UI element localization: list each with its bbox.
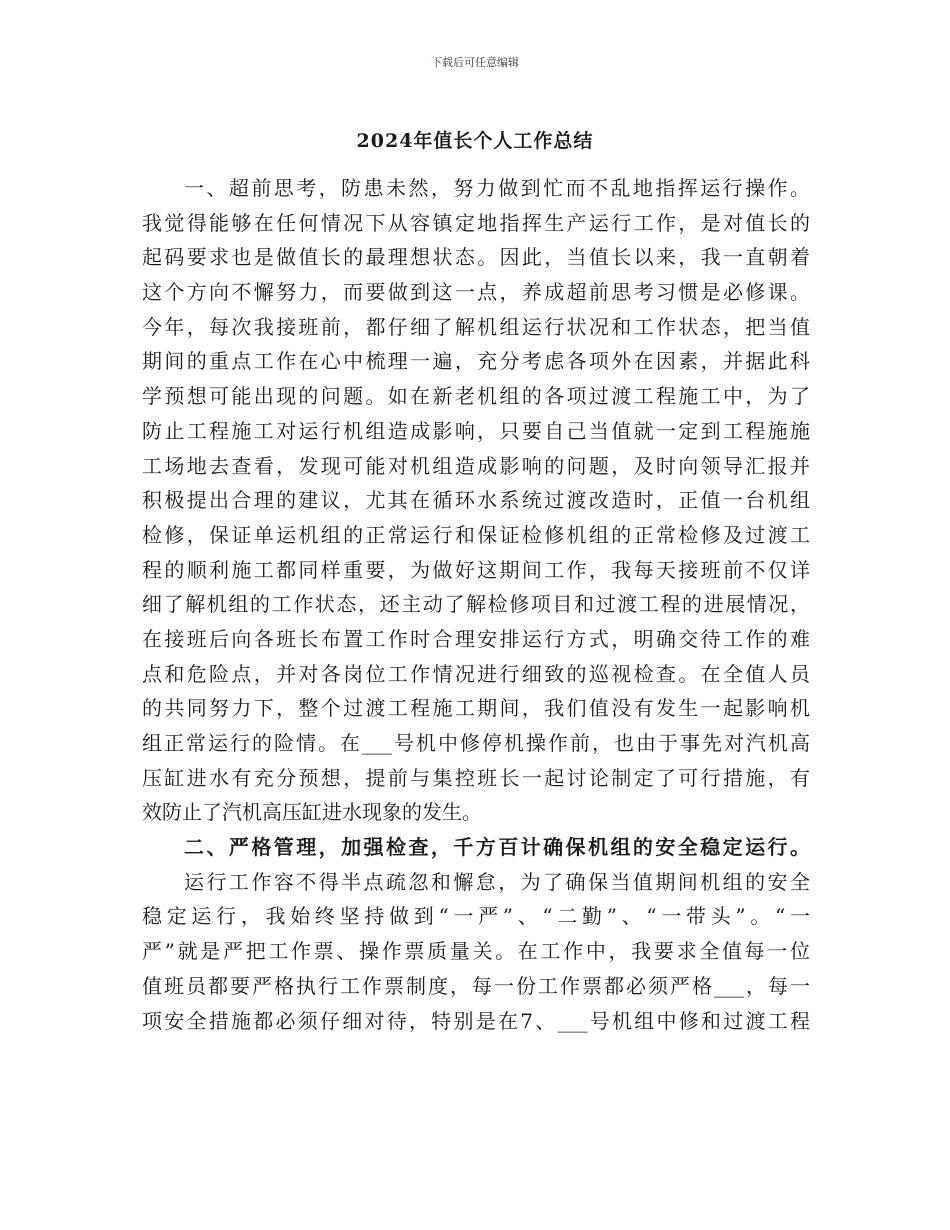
paragraph-line: 运行工作容不得半点疏忽和懈怠，为了确保当值期间机组的安全 (184, 869, 810, 894)
paragraph-line: 起码要求也是做值长的最理想状态。因此，当值长以来，我一直朝着 (142, 245, 810, 270)
paragraph-line: 压缸进水有充分预想，提前与集控班长一起讨论制定了可行措施，有 (142, 765, 810, 790)
paragraph-line: 值班员都要严格执行工作票制度，每一份工作票都必须严格___，每一 (142, 973, 810, 998)
paragraph-line: 学预想可能出现的问题。如在新老机组的各项过渡工程施工中，为了 (142, 384, 810, 409)
paragraph-line: 组正常运行的险情。在___号机中修停机操作前，也由于事先对汽机高 (142, 731, 810, 755)
paragraph-line: 今年，每次我接班前，都仔细了解机组运行状况和工作状态，把当值 (142, 314, 810, 339)
paragraph-line: 程的顺利施工都同样重要，为做好这期间工作，我每天接班前不仅详 (142, 557, 810, 582)
document-title: 2024年值长个人工作总结 (356, 130, 594, 152)
paragraph-line: 防止工程施工对运行机组造成影响，只要自己当值就一定到工程施施 (142, 418, 810, 443)
paragraph-line: 检修，保证单运机组的正常运行和保证检修机组的正常检修及过渡工 (142, 522, 810, 547)
paragraph-line: 效防止了汽机高压缸进水现象的发生。 (142, 800, 482, 825)
header-note: 下载后可任意编辑 (431, 56, 519, 69)
paragraph-line: 严”就是严把工作票、操作票质量关。在工作中，我要求全值每一位 (142, 939, 810, 964)
paragraph-line: 在接班后向各班长布置工作时合理安排运行方式，明确交待工作的难 (142, 626, 810, 651)
paragraph-line: 的共同努力下，整个过渡工程施工期间，我们值没有发生一起影响机 (142, 696, 810, 721)
paragraph-line: 一、超前思考，防患未然，努力做到忙而不乱地指挥运行操作。 (184, 176, 810, 200)
paragraph-line: 稳定运行，我始终坚持做到“一严”、“二勤”、“一带头”。“一 (142, 904, 810, 929)
paragraph-line: 细了解机组的工作状态，还主动了解检修项目和过渡工程的进展情况， (142, 592, 810, 617)
document-body (142, 171, 810, 1038)
paragraph-line: 我觉得能够在任何情况下从容镇定地指挥生产运行工作，是对值长的 (142, 210, 810, 235)
paragraph-line: 积极提出合理的建议，尤其在循环水系统过渡改造时，正值一台机组 (142, 488, 810, 513)
section-heading: 二、严格管理，加强检查，千方百计确保机组的安全稳定运行。 (184, 835, 810, 860)
paragraph-line: 项安全措施都必须仔细对待，特别是在7、___号机组中修和过渡工程 (142, 1008, 810, 1033)
paragraph-line: 这个方向不懈努力，而要做到这一点，养成超前思考习惯是必修课。 (142, 280, 810, 305)
paragraph-line: 点和危险点，并对各岗位工作情况进行细致的巡视检查。在全值人员 (142, 661, 810, 686)
paragraph-line: 期间的重点工作在心中梳理一遍，充分考虑各项外在因素，并据此科 (142, 349, 810, 374)
paragraph-line: 工场地去查看，发现可能对机组造成影响的问题，及时向领导汇报并 (142, 453, 810, 478)
